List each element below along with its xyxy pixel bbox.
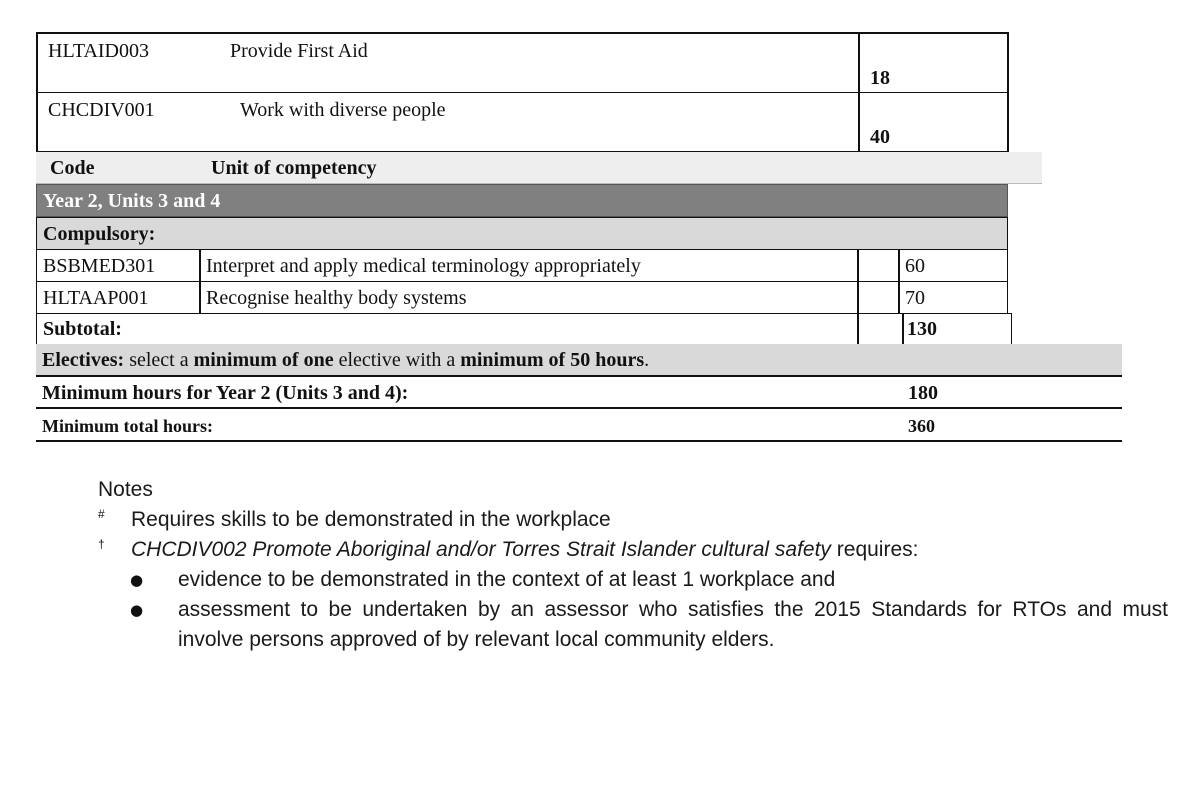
electives-text bbox=[42, 349, 649, 371]
table-row bbox=[36, 249, 1008, 282]
cell-divider bbox=[857, 314, 859, 344]
unit-title: Provide First Aid bbox=[230, 40, 368, 62]
electives-text-part: elective with a bbox=[333, 349, 461, 371]
unit-row-chcdiv001 bbox=[36, 92, 1009, 153]
cell-divider bbox=[857, 250, 859, 281]
cell-divider bbox=[858, 34, 860, 92]
min-total-row bbox=[36, 409, 1122, 442]
year-band-label: Year 2, Units 3 and 4 bbox=[43, 190, 221, 212]
table-row bbox=[36, 281, 1008, 314]
min-total-label: Minimum total hours: bbox=[42, 416, 213, 436]
cell-divider bbox=[898, 282, 900, 313]
cell-divider bbox=[902, 314, 904, 344]
bullet-icon: ● bbox=[130, 571, 144, 589]
electives-emphasis: minimum of one bbox=[193, 349, 334, 371]
cell-divider bbox=[199, 282, 201, 313]
unit-code: BSBMED301 bbox=[43, 255, 156, 277]
min-total-value: 360 bbox=[908, 416, 935, 436]
electives-text-part: . bbox=[644, 349, 650, 371]
header-unit: Unit of competency bbox=[211, 157, 377, 179]
notes-title: Notes bbox=[98, 478, 153, 501]
unit-code: HLTAAP001 bbox=[43, 287, 149, 309]
cell-divider bbox=[199, 250, 201, 281]
note-dagger-unit: CHCDIV002 Promote Aboriginal and/or Torres Strait Islander cultural safety bbox=[131, 538, 831, 561]
unit-hours: 70 bbox=[905, 287, 925, 309]
unit-code: HLTAID003 bbox=[48, 40, 149, 62]
unit-hours: 60 bbox=[905, 255, 925, 277]
note-bullet-item: assessment to be undertaken by an assessor who satisfies the 2015 Standards for RTOs and must involve persons approved of by relevant local community elders. bbox=[178, 598, 1168, 651]
subtotal-label: Subtotal: bbox=[43, 318, 122, 340]
unit-hours: 40 bbox=[870, 126, 890, 148]
cell-divider bbox=[1011, 314, 1013, 344]
cell-divider bbox=[898, 250, 900, 281]
year-band bbox=[36, 184, 1008, 217]
note-dagger-rest: requires: bbox=[830, 538, 919, 561]
subtotal-value: 130 bbox=[907, 318, 937, 340]
note-hash-text: Requires skills to be demonstrated in the workplace bbox=[131, 508, 611, 531]
electives-row bbox=[36, 344, 1122, 377]
table-header-row bbox=[36, 152, 1042, 184]
unit-hours: 18 bbox=[870, 67, 890, 89]
compulsory-row bbox=[36, 217, 1008, 250]
min-hours-year-value: 180 bbox=[908, 382, 938, 404]
electives-emphasis: minimum of 50 hours bbox=[460, 349, 645, 371]
header-code: Code bbox=[50, 157, 95, 179]
subtotal-row bbox=[36, 313, 1012, 345]
unit-row-hltaid003 bbox=[36, 32, 1009, 93]
min-hours-year-row bbox=[36, 377, 1122, 409]
unit-title: Interpret and apply medical terminology appropriately bbox=[206, 255, 641, 277]
unit-title: Work with diverse people bbox=[240, 99, 446, 121]
note-hash-marker: # bbox=[98, 507, 105, 521]
min-hours-year-label: Minimum hours for Year 2 (Units 3 and 4): bbox=[42, 382, 409, 404]
bullet-icon: ● bbox=[130, 601, 144, 619]
note-dagger-marker: † bbox=[98, 537, 105, 551]
unit-code: CHCDIV001 bbox=[48, 99, 155, 121]
unit-title: Recognise healthy body systems bbox=[206, 287, 467, 309]
electives-text-part: select a bbox=[124, 349, 194, 371]
note-dagger-text bbox=[131, 535, 918, 565]
note-bullet-item: evidence to be demonstrated in the context of at least 1 workplace and bbox=[178, 568, 836, 591]
electives-label: Electives: bbox=[42, 349, 125, 371]
cell-divider bbox=[857, 282, 859, 313]
cell-divider bbox=[858, 93, 860, 151]
compulsory-label: Compulsory: bbox=[43, 223, 156, 245]
